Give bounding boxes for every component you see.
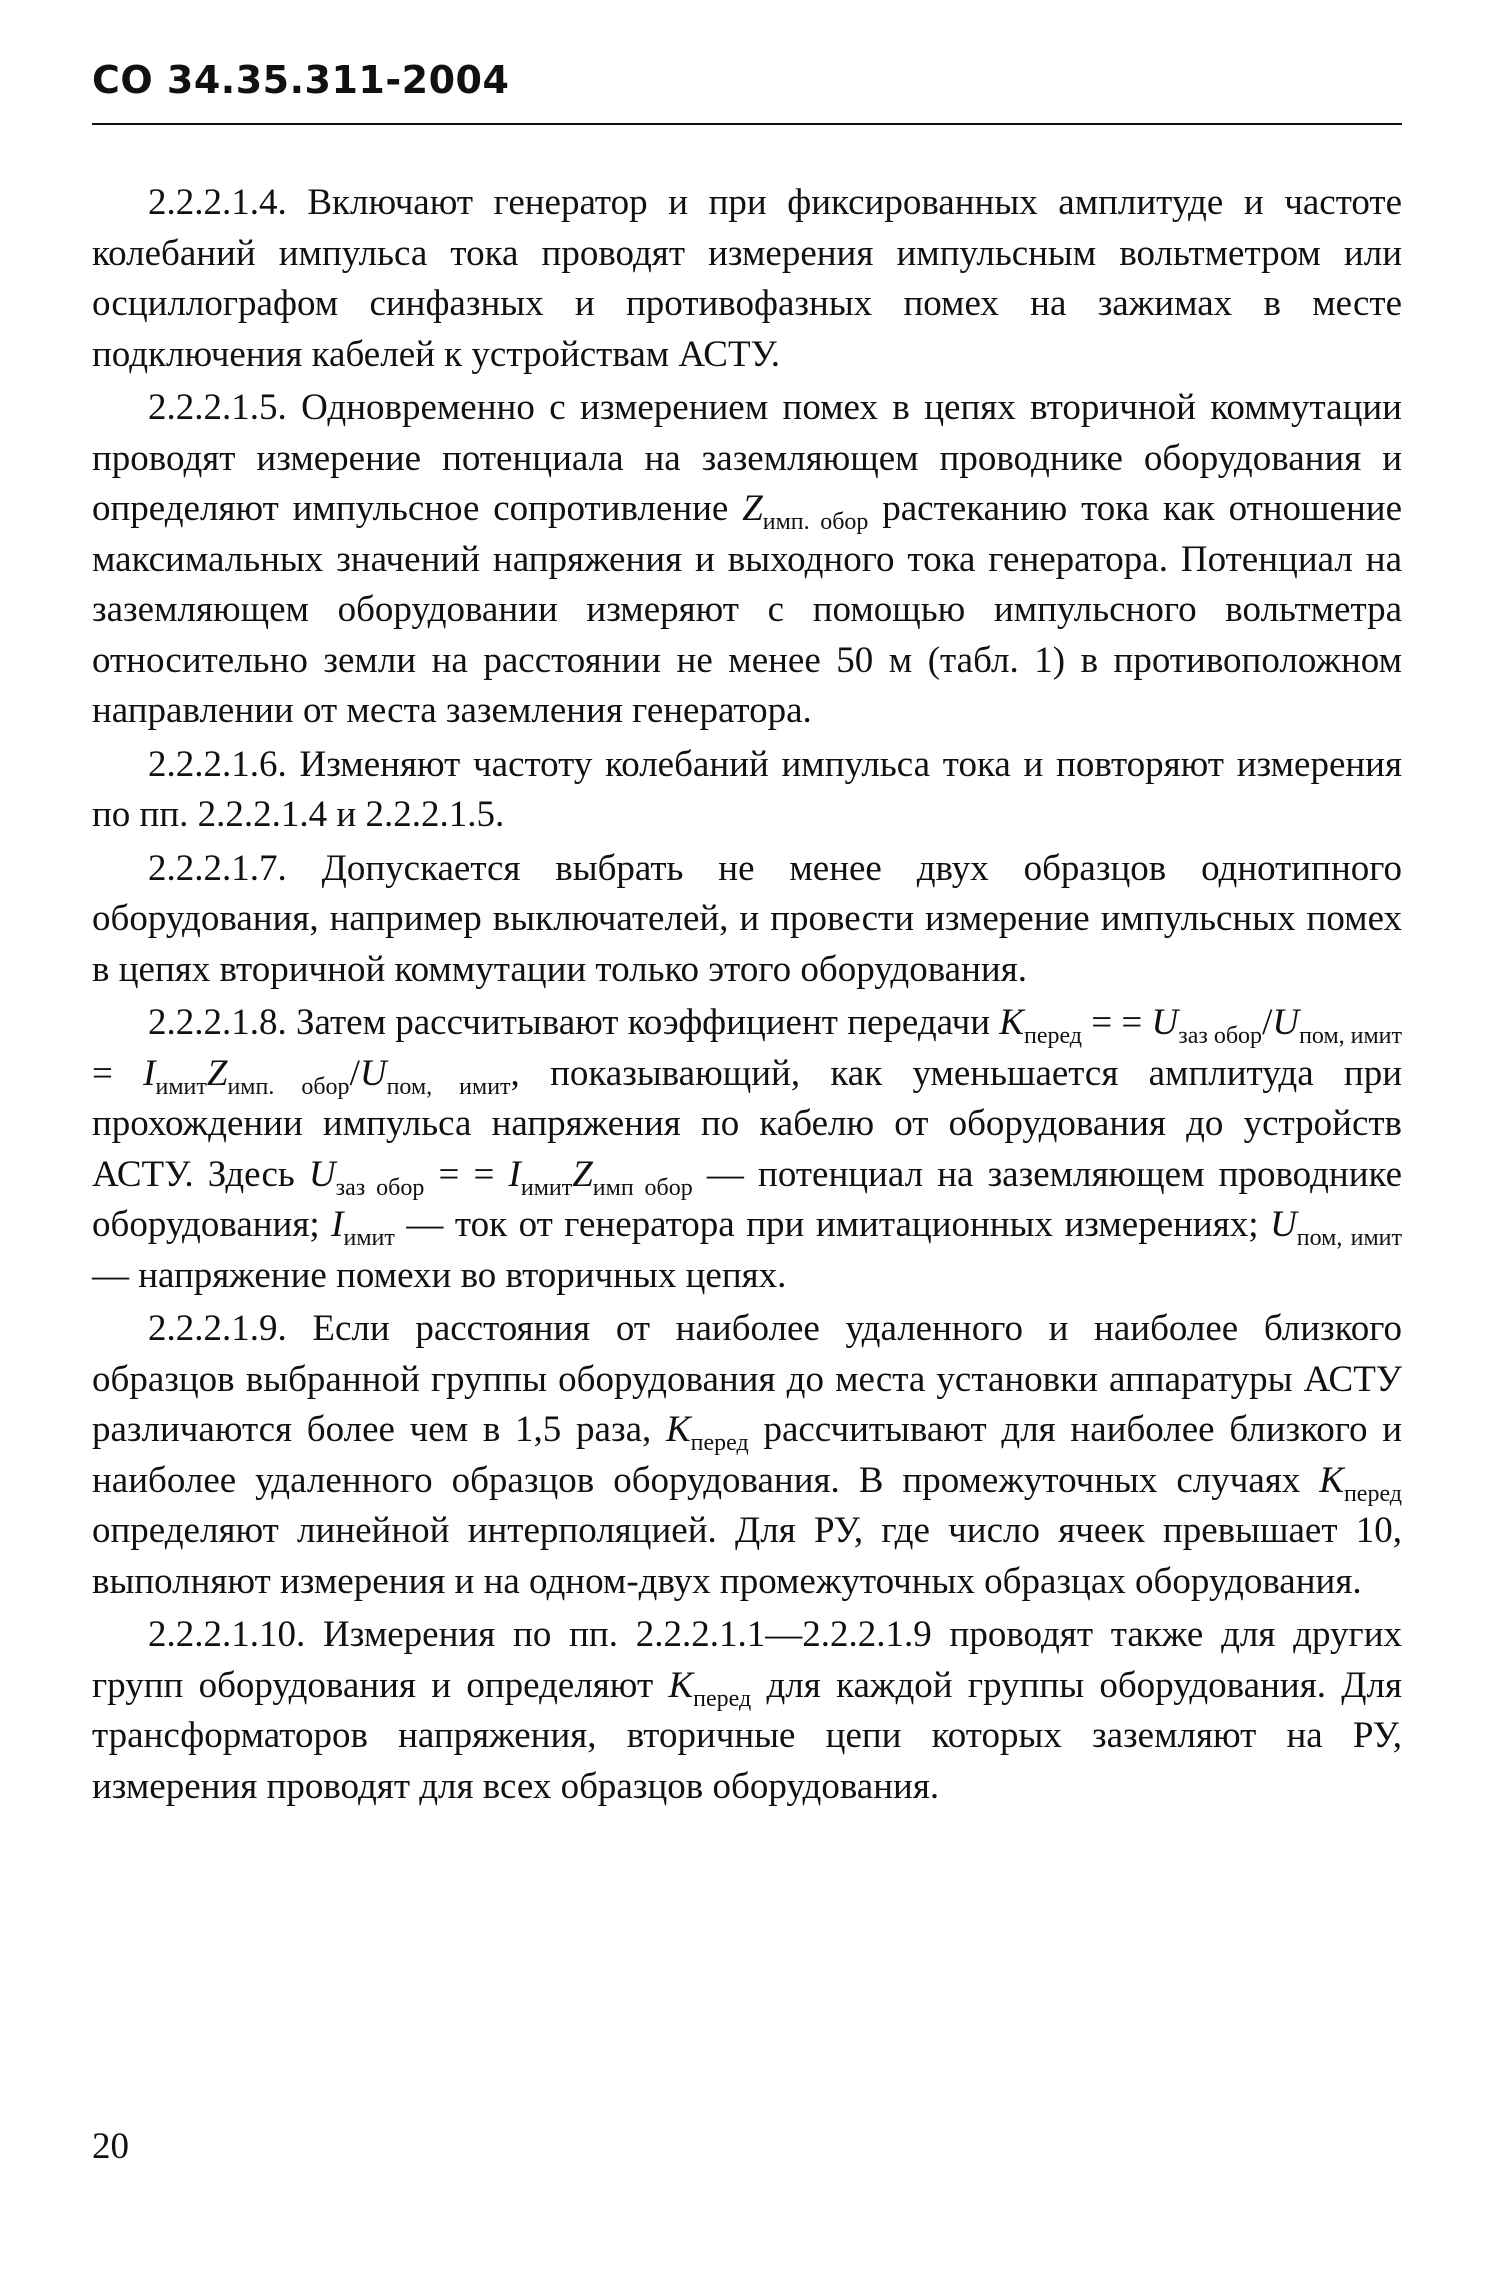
paragraph-text: / xyxy=(349,1052,360,1094)
math-symbol: K xyxy=(665,1409,691,1450)
paragraph xyxy=(92,740,1412,841)
subscript-text: перед xyxy=(693,1685,752,1712)
math-symbol: Z xyxy=(206,1052,228,1094)
paragraph xyxy=(92,1610,1412,1812)
subscript-text: перед xyxy=(1023,1023,1083,1049)
paragraph-text: 2.2.2.1.8. Затем рассчитывают коэффициент передачи xyxy=(148,1002,1000,1043)
document-code: СО 34.35.311-2004 xyxy=(92,58,510,102)
subscript-text: имп. обор xyxy=(762,509,869,535)
paragraph-text: — напряжение помехи во вторичных цепях. xyxy=(92,1204,1412,1296)
paragraph-text: растеканию тока как отношение максимальных значений напряжения и выходного тока генератора. Потенциал на заземляющем оборудовании измеряют с помощью импульсного вольтметра относительно земли на расстоянии не менее 50 м (табл. 1) в противоположном направлении от места заземления генератора. xyxy=(92,488,1412,731)
paragraph-text: 2.2.2.1.4. Включают генератор и при фиксированных амплитуде и частоте колебаний импульса тока проводят измерения импульсным вольтметром или осциллографом синфазных и противофазных помех на зажимах в месте подключения кабелей к устройствам АСТУ. xyxy=(92,182,1412,375)
subscript-text: перед xyxy=(1343,1480,1402,1507)
math-symbol: I xyxy=(508,1153,521,1195)
subscript-text: перед xyxy=(690,1430,749,1456)
paragraph-text: — потенциал на заземляющем проводнике оборудования; xyxy=(92,1153,1412,1245)
paragraph-text: 2.2.2.1.10. Измерения по пп. 2.2.2.1.1—2.2.2.1.9 проводят также для других групп оборудования и определяют xyxy=(92,1614,1412,1706)
paragraph-text: 2.2.2.1.9. Если расстояния от наиболее удаленного и наиболее близкого образцов выбранной группы оборудования до места установки аппаратуры АСТУ различаются более чем в 1,5 раза, xyxy=(92,1308,1412,1450)
math-symbol: I xyxy=(331,1204,344,1245)
math-symbol: Z xyxy=(742,488,763,529)
paragraph-text: для каждой группы оборудования. Для трансформаторов напряжения, вторичные цепи которых заземляют на РУ, измерения проводят для всех образцов оборудования. xyxy=(92,1664,1412,1807)
math-symbol: K xyxy=(668,1664,694,1706)
math-symbol: I xyxy=(143,1052,156,1094)
math-symbol: U xyxy=(1270,1204,1297,1245)
paragraph xyxy=(92,844,1412,996)
header-divider xyxy=(92,123,1402,125)
math-symbol: K xyxy=(1319,1459,1344,1501)
paragraph xyxy=(92,1304,1412,1607)
paragraph-text: 2.2.2.1.6. Изменяют частоту колебаний импульса тока и повторяют измерения по пп. 2.2.2.1.4 и 2.2.2.1.5. xyxy=(92,743,1412,835)
subscript-text: имит xyxy=(520,1174,573,1201)
document-body xyxy=(92,178,1412,1815)
math-symbol: Z xyxy=(572,1153,593,1195)
subscript-text: заз обор xyxy=(1178,1023,1263,1049)
paragraph-text: 2.2.2.1.5. Одновременно с измерением помех в цепях вторичной коммутации проводят измерение потенциала на заземляющем проводнике оборудования и определяют импульсное сопротивление xyxy=(92,387,1412,529)
paragraph-text: = xyxy=(92,1002,1412,1094)
paragraph-text: / xyxy=(1262,1002,1273,1043)
math-symbol: U xyxy=(1151,1002,1179,1043)
subscript-text: имп. обор xyxy=(227,1073,350,1100)
paragraph-text: определяют линейной интерполяцией. Для РУ, где число ячеек превышает 10, выполняют измерения и на одном-двух промежуточных образцах оборудования. xyxy=(92,1459,1412,1602)
subscript-text: имп обор xyxy=(592,1174,693,1201)
math-symbol: U xyxy=(1272,1002,1300,1043)
paragraph xyxy=(92,383,1412,737)
paragraph-text: рассчитывают для наиболее близкого и наиболее удаленного образцов оборудования. В промежуточных случаях xyxy=(92,1409,1412,1501)
paragraph-text: , показывающий, как уменьшается амплитуда при прохождении импульса напряжения по кабелю от оборудования до устройств АСТУ. Здесь xyxy=(92,1052,1412,1195)
paragraph-text: = = xyxy=(424,1153,509,1195)
math-symbol: U xyxy=(308,1153,336,1195)
paragraph xyxy=(92,178,1412,380)
subscript-text: пом, имит xyxy=(386,1073,511,1100)
paragraph-text: = = xyxy=(1082,1002,1152,1043)
subscript-text: заз обор xyxy=(335,1174,425,1201)
paragraph xyxy=(92,998,1412,1301)
paragraph-text: 2.2.2.1.7. Допускается выбрать не менее двух образцов однотипного оборудования, например выключателей, и провести измерение импульсных помех в цепях вторичной коммутации только этого оборудования. xyxy=(92,847,1412,990)
page-number: 20 xyxy=(92,2126,129,2167)
math-symbol: U xyxy=(359,1052,387,1094)
subscript-text: пом, имит xyxy=(1299,1023,1403,1049)
paragraph-text: — ток от генератора при имитационных измерениях; xyxy=(394,1204,1271,1245)
subscript-text: пом, имит xyxy=(1296,1225,1403,1251)
subscript-text: имит xyxy=(343,1225,395,1251)
subscript-text: имит xyxy=(155,1073,207,1100)
math-symbol: K xyxy=(999,1002,1024,1043)
